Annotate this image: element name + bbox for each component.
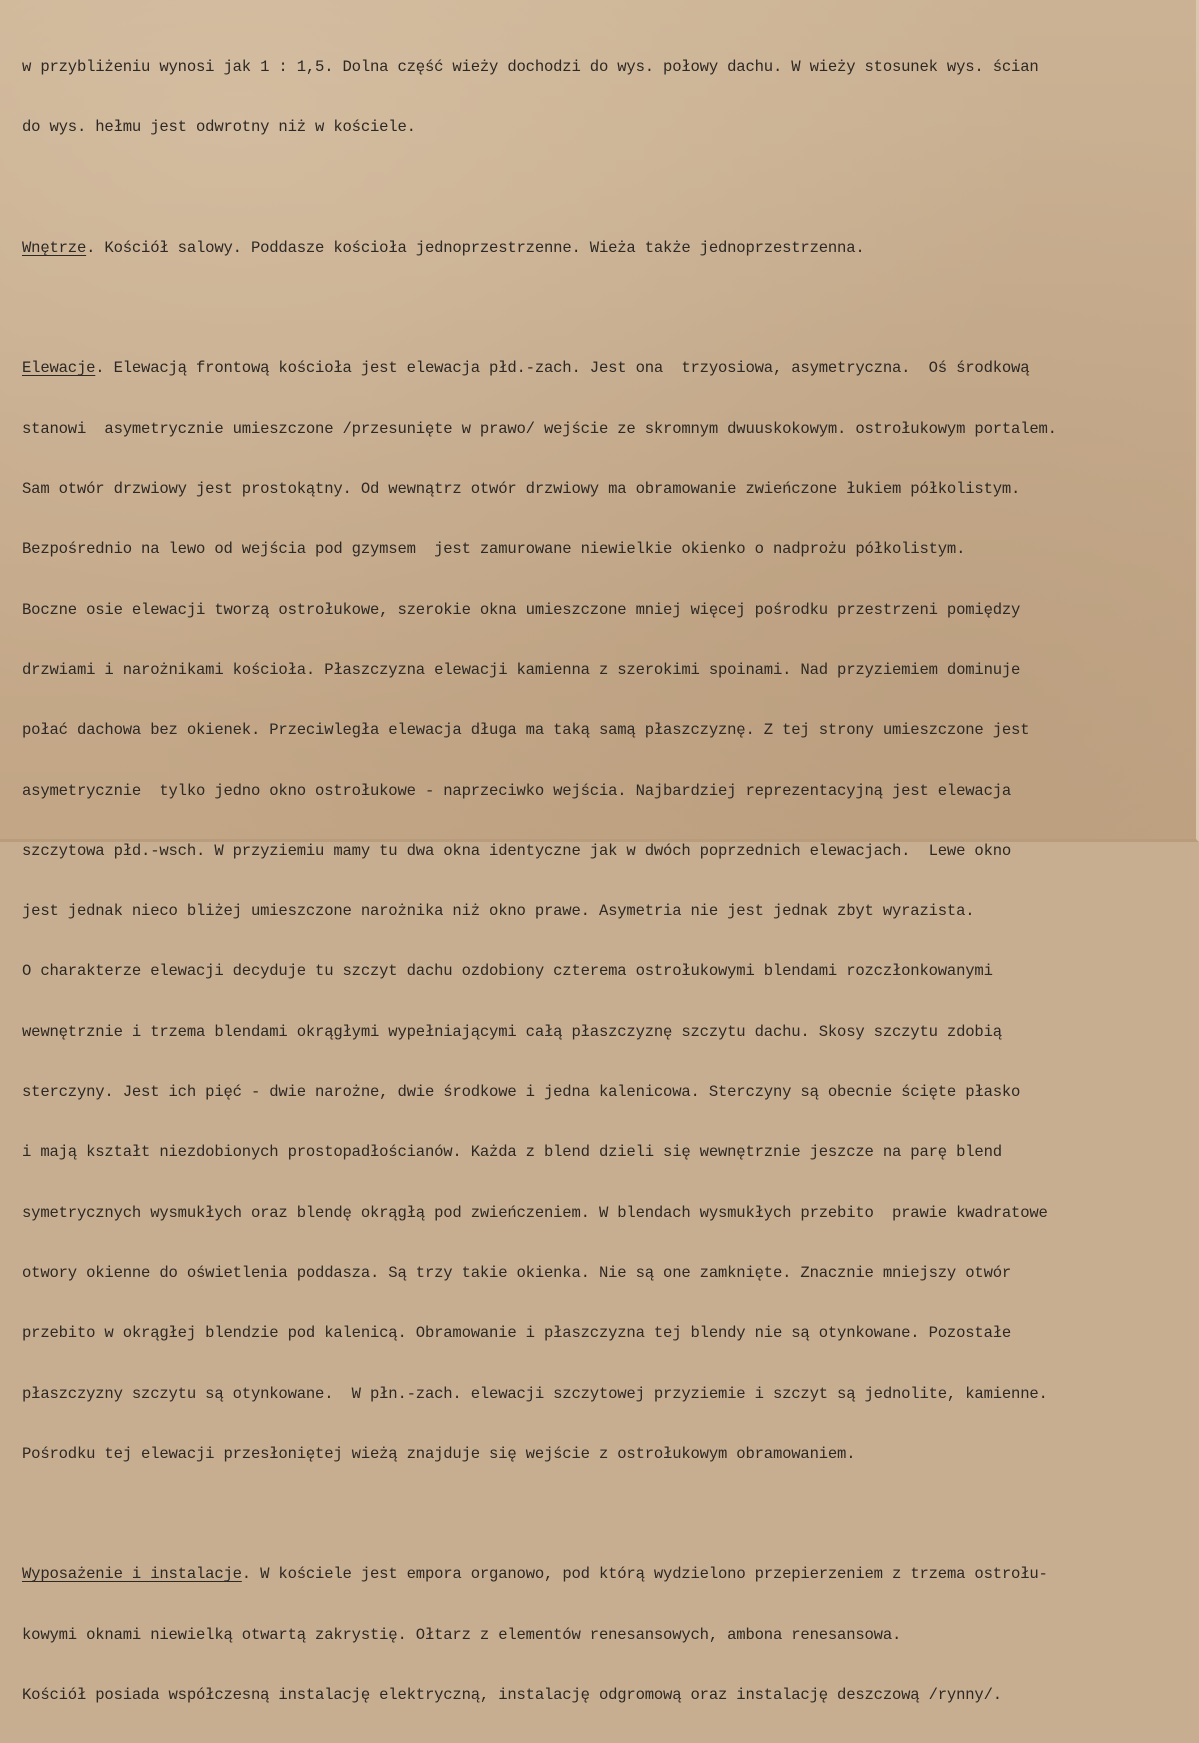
text-line: i mają kształt niezdobionych prostopadłościanów. Każda z blend dzieli się wewnętrznie jeszcze na parę blend [22,1143,1002,1162]
section-elewacje [22,356,1192,380]
text-line: Bezpośrednio na lewo od wejścia pod gzymsem jest zamurowane niewielkie okienko o nadprożu półkolistym. [22,540,966,559]
section-wnetrze [22,236,1192,260]
section-heading-elewacje: Elewacje [22,359,96,378]
text-line: drzwiami i narożnikami kościoła. Płaszczyzna elewacji kamienna z szerokimi spoinami. Nad przyziemiem dominuje [22,660,1021,679]
text-segment: . W kościele jest empora organowo, pod którą wydzielono przepierzeniem z trzema ostrołu- [241,1565,1048,1584]
text-line: sterczyny. Jest ich pięć - dwie narożne, dwie środkowe i jedna kalenicowa. Sterczyny są obecnie ścięte płasko [22,1083,1021,1102]
text-line: wewnętrznie i trzema blendami okrągłymi wypełniającymi całą płaszczyznę szczytu dachu. Skosy szczytu zdobią [22,1022,1002,1041]
text-line: Kościół posiada współczesną instalację elektryczną, instalację odgromową oraz instalację deszczową /rynny/. [22,1686,1002,1705]
text-line: połać dachowa bez okienek. Przeciwległa elewacja długa ma taką samą płaszczyznę. Z tej strony umieszczone jest [22,721,1030,740]
text-line: do wys. hełmu jest odwrotny niż w kościele. [22,118,416,137]
text-line: Sam otwór drzwiowy jest prostokątny. Od wewnątrz otwór drzwiowy ma obramowanie zwieńczone łukiem półkolistym. [22,480,1021,499]
text-line: przebito w okrągłej blendzie pod kalenicą. Obramowanie i płaszczyzna tej blendy nie są otynkowane. Pozostałe [22,1324,1012,1343]
paragraph-gap [22,1502,1192,1526]
section-heading-wyposazenie: Wyposażenie i instalacje [22,1565,242,1584]
text-line: symetrycznych wysmukłych oraz blendę okrągłą pod zwieńczeniem. W blendach wysmukłych przebito prawie kwadratowe [22,1203,1048,1222]
text-line: otwory okienne do oświetlenia poddasza. Są trzy takie okienka. Nie są one zamknięte. Znacznie mniejszy otwór [22,1263,1012,1282]
section-wyposazenie [22,1562,1192,1586]
section-heading-wnetrze: Wnętrze [22,238,87,257]
text-line: Pośrodku tej elewacji przesłoniętej wieżą znajduje się wejście z ostrołukowym obramowaniem. [22,1444,856,1463]
text-line: stanowi asymetrycznie umieszczone /przesunięte w prawo/ wejście ze skromnym dwuuskokowym. ostrołukowym portalem. [22,419,1057,438]
document-text [22,19,1192,1743]
text-line: szczytowa płd.-wsch. W przyziemiu mamy tu dwa okna identyczne jak w dwóch poprzednich elewacjach. Lewe okno [22,841,1012,860]
text-segment: . Kościół salowy. Poddasze kościoła jednoprzestrzenne. Wieża także jednoprzestrzenna. [86,238,865,257]
text-line: asymetrycznie tylko jedno okno ostrołukowe - naprzeciwko wejścia. Najbardziej reprezentacyjną jest elewacja [22,781,1012,800]
text-line: O charakterze elewacji decyduje tu szczyt dachu ozdobiony czterema ostrołukowymi blendami rozczłonkowanymi [22,962,993,981]
text-line: Boczne osie elewacji tworzą ostrołukowe, szerokie okna umieszczone mniej więcej pośrodku przestrzeni pomiędzy [22,600,1021,619]
text-line: w przybliżeniu wynosi jak 1 : 1,5. Dolna część wieży dochodzi do wys. połowy dachu. W wieży stosunek wys. ścian [22,58,1039,76]
text-line: jest jednak nieco bliżej umieszczone narożnika niż okno prawe. Asymetria nie jest jednak zbyt wyrazista. [22,902,975,921]
text-segment: . Elewacją frontową kościoła jest elewacja płd.-zach. Jest ona trzyosiowa, asymetryczna. Oś środkową [95,359,1030,378]
paragraph-gap [22,176,1192,200]
text-line: płaszczyzny szczytu są otynkowane. W płn.-zach. elewacji szczytowej przyziemie i szczyt są jednolite, kamienne. [22,1384,1048,1403]
paragraph-gap [22,296,1192,320]
text-line: kowymi oknami niewielką otwartą zakrystię. Ołtarz z elementów renesansowych, ambona renesansowa. [22,1625,902,1644]
